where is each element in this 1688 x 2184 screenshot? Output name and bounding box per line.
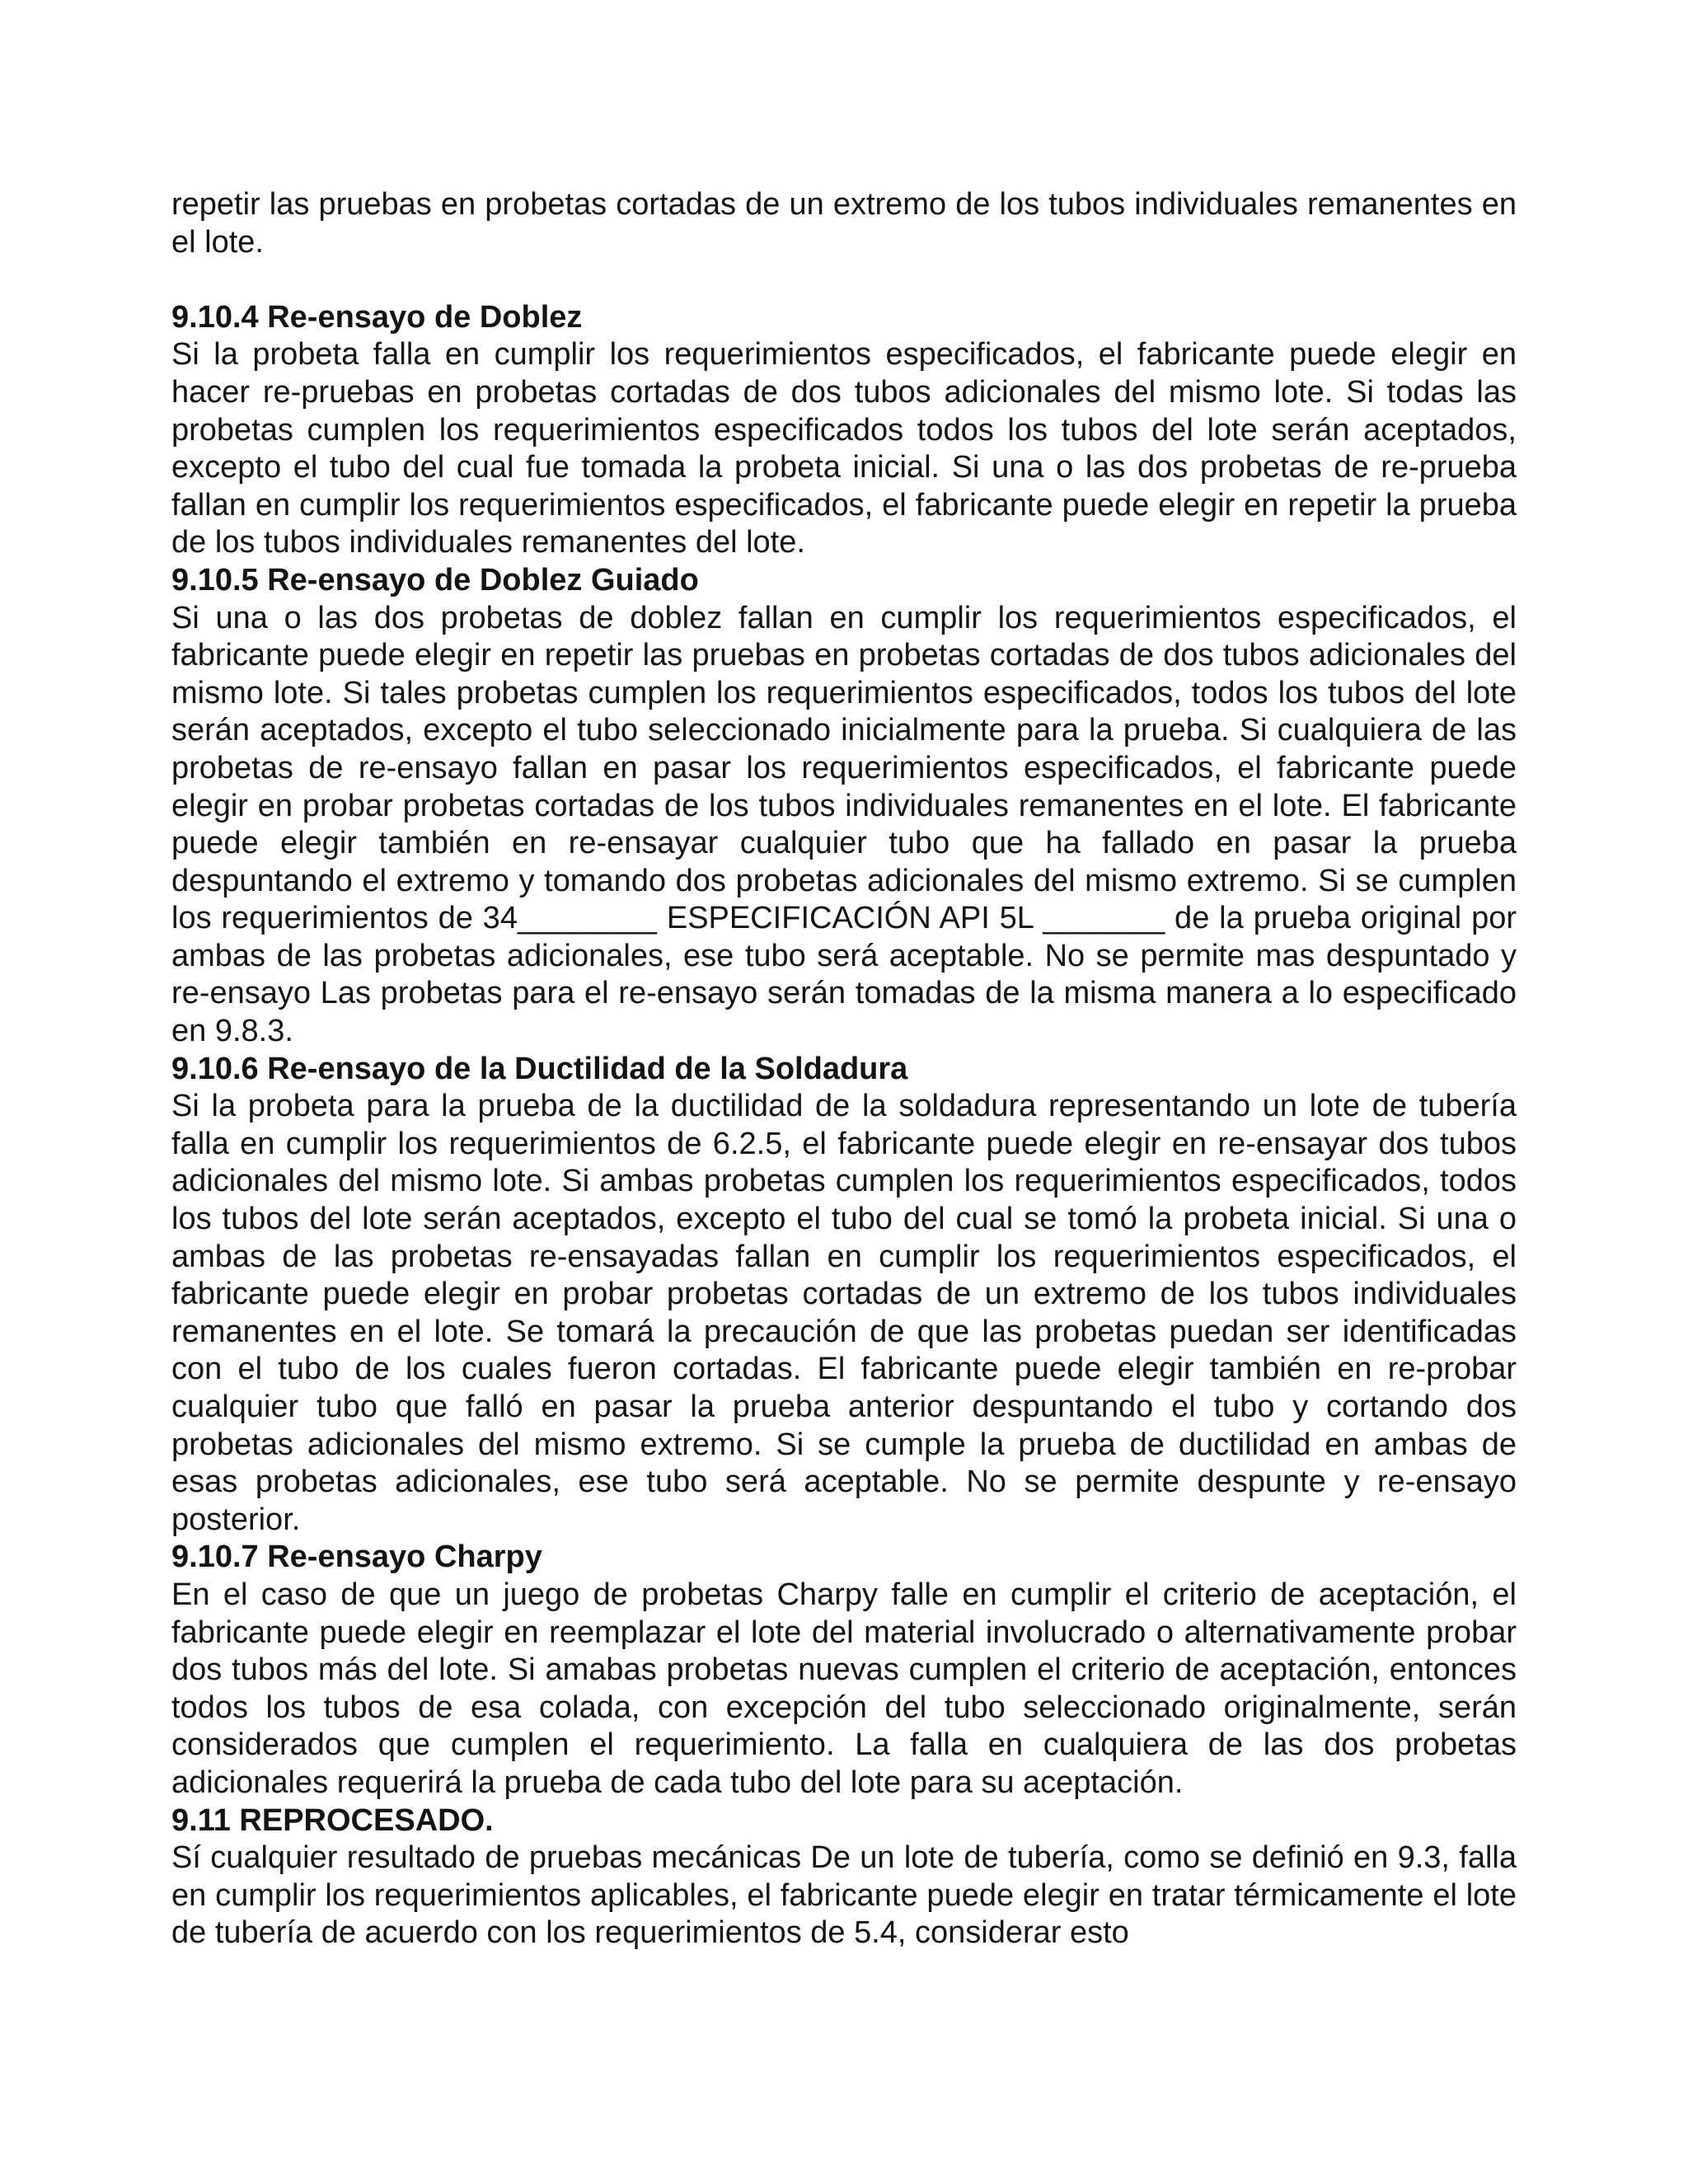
- body-9-10-5: Si una o las dos probetas de doblez fallan en cumplir los requerimientos especificados, el fabricante puede elegir en repetir las pruebas en probetas cortadas de dos tubos adicionales del mismo lote. Si tales probetas cumplen los requerimientos especificados, todos los tubos del lote serán aceptados, excepto el tubo seleccionado inicialmente para la prueba. Si cualquiera de las probetas de re-ensayo fallan en pasar los requerimientos especificados, el fabricante puede elegir en probar probetas cortadas de los tubos individuales remanentes en el lote. El fabricante puede elegir también en re-ensayar cualquier tubo que ha fallado en pasar la prueba despuntando el extremo y tomando dos probetas adicionales del mismo extremo. Si se cumplen los requerimientos de 34________ ESPECIFICACIÓN API 5L _______ de la prueba original por ambas de las probetas adicionales, ese tubo será aceptable. No se permite mas despuntado y re-ensayo Las probetas para el re-ensayo serán tomadas de la misma manera a lo especificado en 9.8.3.: [171, 600, 1517, 1049]
- document-page: [171, 186, 1517, 1952]
- intro-paragraph: repetir las pruebas en probetas cortadas de un extremo de los tubos individuales remanentes en el lote.: [171, 187, 1517, 260]
- paragraph-gap: [171, 261, 1517, 299]
- body-9-10-6: Si la probeta para la prueba de la ductilidad de la soldadura representando un lote de tubería falla en cumplir los requerimientos de 6.2.5, el fabricante puede elegir en re-ensayar dos tubos adicionales del mismo lote. Si ambas probetas cumplen los requerimientos especificados, todos los tubos del lote serán aceptados, excepto el tubo del cual se tomó la probeta inicial. Si una o ambas de las probetas re-ensayadas fallan en cumplir los requerimientos especificados, el fabricante puede elegir en probar probetas cortadas de un extremo de los tubos individuales remanentes en el lote. Se tomará la precaución de que las probetas puedan ser identificadas con el tubo de los cuales fueron cortadas. El fabricante puede elegir también en re-probar cualquier tubo que falló en pasar la prueba anterior despuntando el tubo y cortando dos probetas adicionales del mismo extremo. Si se cumple la prueba de ductilidad en ambas de esas probetas adicionales, ese tubo será aceptable. No se permite despunte y re-ensayo posterior.: [171, 1089, 1517, 1537]
- body-9-10-4: Si la probeta falla en cumplir los requerimientos especificados, el fabricante puede elegir en hacer re-pruebas en probetas cortadas de dos tubos adicionales del mismo lote. Si todas las probetas cumplen los requerimientos especificados todos los tubos del lote serán aceptados, excepto el tubo del cual fue tomada la probeta inicial. Si una o las dos probetas de re-prueba fallan en cumplir los requerimientos especificados, el fabricante puede elegir en repetir la prueba de los tubos individuales remanentes del lote.: [171, 337, 1517, 560]
- body-9-10-7: En el caso de que un juego de probetas Charpy falle en cumplir el criterio de aceptación, el fabricante puede elegir en reemplazar el lote del material involucrado o alternativamente probar dos tubos más del lote. Si amabas probetas nuevas cumplen el criterio de aceptación, entonces todos los tubos de esa colada, con excepción del tubo seleccionado originalmente, serán considerados que cumplen el requerimiento. La falla en cualquiera de las dos probetas adicionales requerirá la prueba de cada tubo del lote para su aceptación.: [171, 1577, 1517, 1800]
- heading-9-10-7: 9.10.7 Re-ensayo Charpy: [171, 1540, 542, 1575]
- heading-9-10-5: 9.10.5 Re-ensayo de Doblez Guiado: [171, 562, 699, 598]
- body-9-11: Sí cualquier resultado de pruebas mecánicas De un lote de tubería, como se definió en 9.3, falla en cumplir los requerimientos aplicables, el fabricante puede elegir en tratar térmicamente el lote de tubería de acuerdo con los requerimientos de 5.4, considerar esto: [171, 1840, 1517, 1951]
- heading-9-10-4: 9.10.4 Re-ensayo de Doblez: [171, 299, 583, 335]
- heading-9-10-6: 9.10.6 Re-ensayo de la Ductilidad de la Soldadura: [171, 1051, 908, 1086]
- heading-9-11: 9.11 REPROCESADO.: [171, 1802, 494, 1838]
